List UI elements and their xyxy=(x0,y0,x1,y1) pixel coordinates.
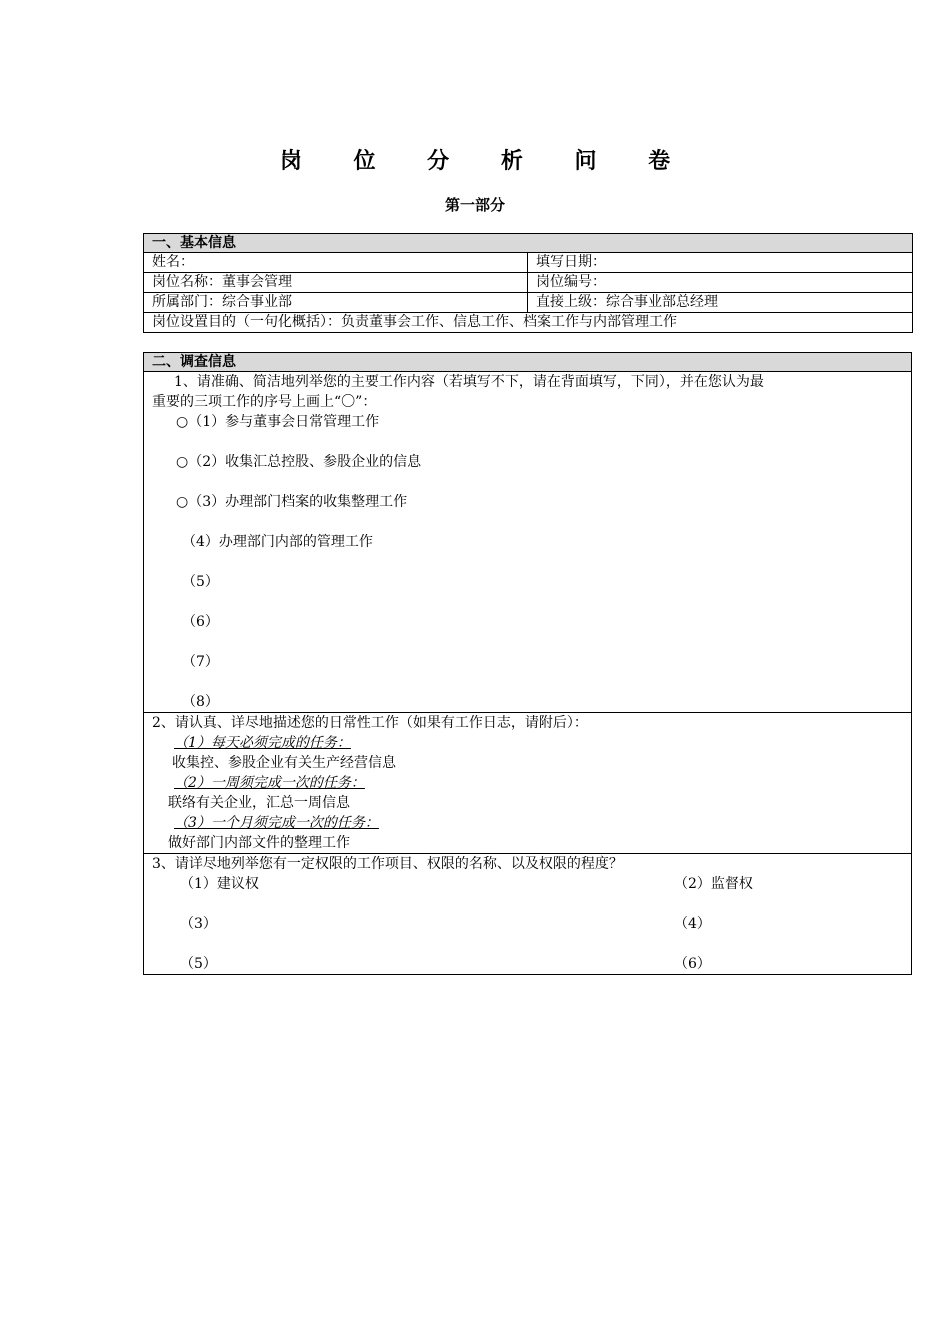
monthly-task-label: （3）一个月须完成一次的任务： xyxy=(174,815,379,831)
department-field[interactable]: 所属部门：综合事业部 xyxy=(144,293,528,313)
right-item[interactable]: （4） xyxy=(674,916,711,932)
right-item[interactable]: （1）建议权 xyxy=(180,876,259,892)
work-item[interactable]: ○（1）参与董事会日常管理工作 xyxy=(176,414,380,430)
work-item[interactable]: （8） xyxy=(182,694,219,710)
work-item[interactable]: ○（3）办理部门档案的收集整理工作 xyxy=(176,494,408,510)
right-item[interactable]: （5） xyxy=(180,956,217,972)
work-item[interactable]: （7） xyxy=(182,654,219,670)
position-number-field[interactable]: 岗位编号： xyxy=(528,273,913,293)
work-item[interactable]: （4）办理部门内部的管理工作 xyxy=(182,534,373,550)
question-2-cell xyxy=(144,713,912,854)
survey-info-table xyxy=(143,352,912,975)
rights-row xyxy=(144,874,911,914)
right-item[interactable]: （6） xyxy=(674,956,711,972)
monthly-task-text[interactable]: 做好部门内部文件的整理工作 xyxy=(168,835,350,851)
work-item[interactable]: （6） xyxy=(182,614,219,630)
question-1-text: 1、请准确、简洁地列举您的主要工作内容（若填写不下，请在背面填写，下同），并在您认为最 重要的三项工作的序号上画上“〇”： xyxy=(152,374,764,410)
question-3-cell xyxy=(144,854,912,975)
work-item[interactable]: ○（2）收集汇总控股、参股企业的信息 xyxy=(176,454,422,470)
right-item[interactable]: （3） xyxy=(180,916,217,932)
rights-row xyxy=(144,914,911,954)
position-purpose-field[interactable]: 岗位设置目的（一句化概括）：负责董事会工作、信息工作、档案工作与内部管理工作 xyxy=(144,313,913,333)
survey-info-heading: 二、调查信息 xyxy=(144,353,912,372)
position-name-field[interactable]: 岗位名称：董事会管理 xyxy=(144,273,528,293)
fill-date-field[interactable]: 填写日期： xyxy=(528,253,913,273)
supervisor-field[interactable]: 直接上级：综合事业部总经理 xyxy=(528,293,913,313)
page-title: 岗 位 分 析 问 卷 xyxy=(279,149,693,174)
daily-task-text[interactable]: 收集控、参股企业有关生产经营信息 xyxy=(172,755,396,771)
name-field[interactable]: 姓名： xyxy=(144,253,528,273)
section-subtitle: 第一部分 xyxy=(444,196,505,214)
right-item[interactable]: （2）监督权 xyxy=(674,876,753,892)
weekly-task-label: （2）一周须完成一次的任务： xyxy=(174,775,365,791)
question-2-text: 2、请认真、详尽地描述您的日常性工作（如果有工作日志，请附后）： xyxy=(152,715,588,731)
rights-row xyxy=(144,954,911,974)
daily-task-label: （1）每天必须完成的任务： xyxy=(174,735,351,751)
question-3-text: 3、请详尽地列举您有一定权限的工作项目、权限的名称、以及权限的程度？ xyxy=(152,856,623,872)
basic-info-heading: 一、基本信息 xyxy=(144,234,913,253)
weekly-task-text[interactable]: 联络有关企业，汇总一周信息 xyxy=(168,795,350,811)
basic-info-table xyxy=(143,233,913,333)
question-1-cell xyxy=(144,372,912,713)
work-item[interactable]: （5） xyxy=(182,574,219,590)
